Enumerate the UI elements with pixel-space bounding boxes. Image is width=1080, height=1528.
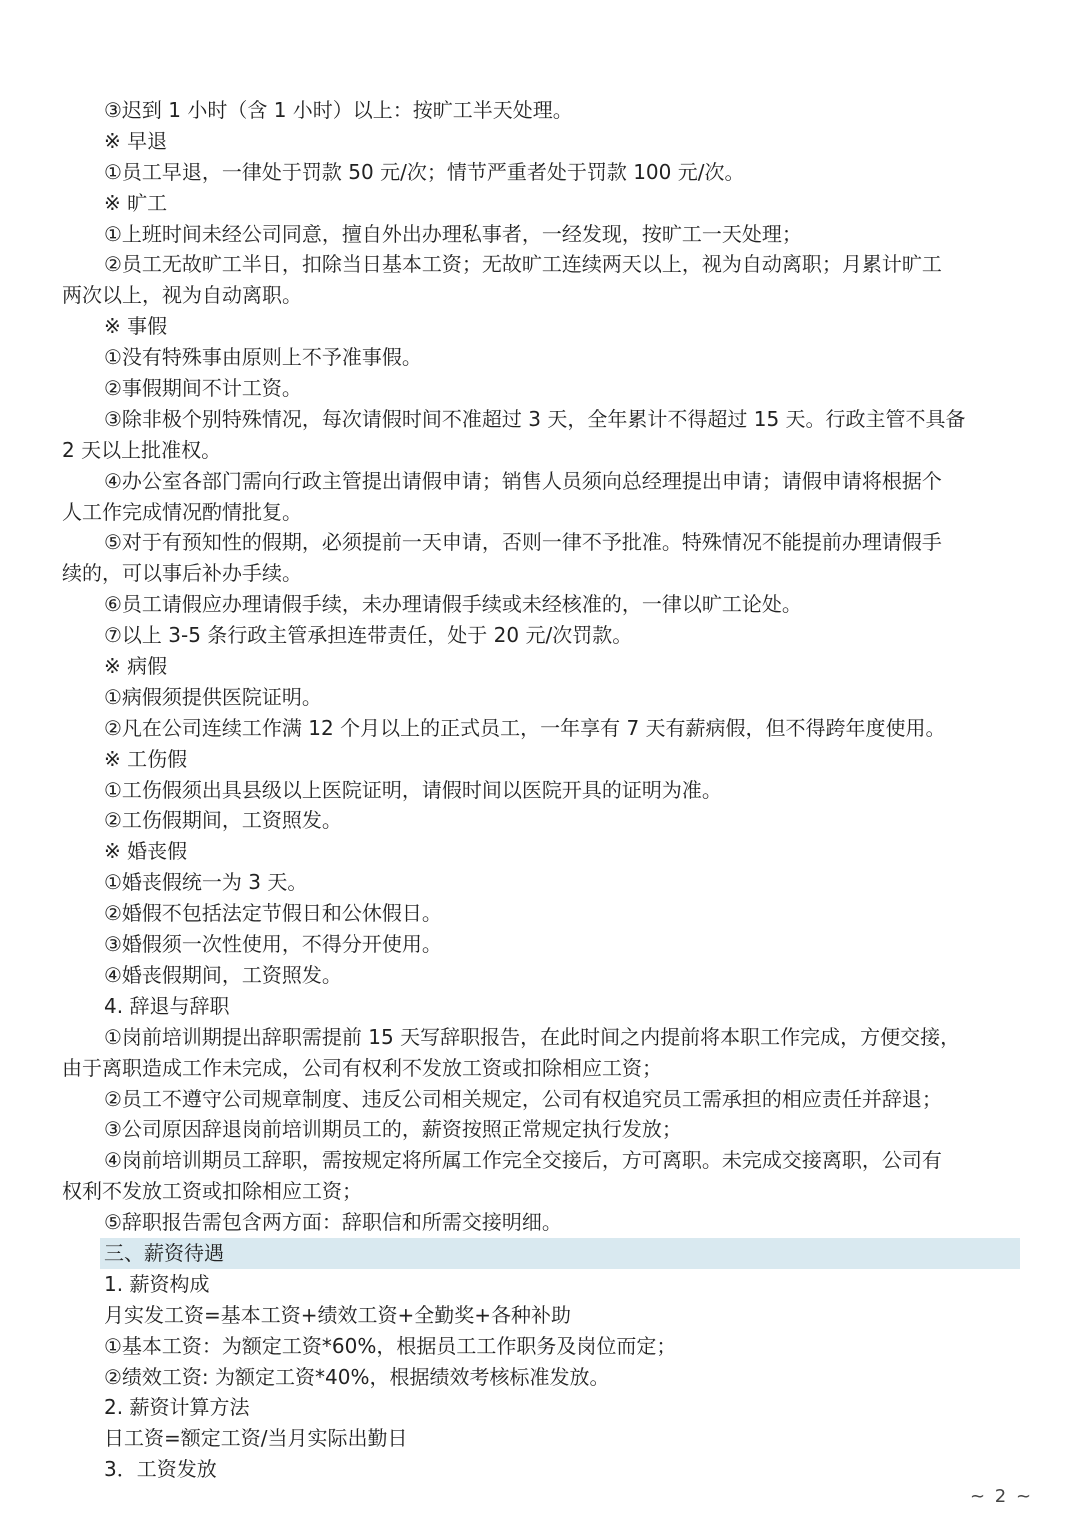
- subsection-heading: ※ 病假: [104, 654, 168, 679]
- paragraph-line: ①员工早退，一律处于罚款 50 元/次；情节严重者处于罚款 100 元/次。: [104, 159, 745, 184]
- paragraph-continuation: 人工作完成情况酌情批复。: [62, 499, 302, 524]
- paragraph-continuation: 由于离职造成工作未完成，公司有权利不发放工资或扣除相应工资；: [62, 1055, 662, 1080]
- paragraph-continuation: 续的，可以事后补办手续。: [62, 561, 302, 586]
- subsection-heading: 1. 薪资构成: [104, 1271, 210, 1296]
- subsection-heading: ※ 工伤假: [104, 746, 188, 771]
- paragraph-line: ⑦以上 3-5 条行政主管承担连带责任，处于 20 元/次罚款。: [104, 623, 633, 648]
- paragraph-line: ②员工不遵守公司规章制度、违反公司相关规定，公司有权追究员工需承担的相应责任并辞退；: [104, 1086, 942, 1111]
- paragraph-line: ⑤辞职报告需包含两方面：辞职信和所需交接明细。: [104, 1210, 562, 1235]
- paragraph-line: ③迟到 1 小时（含 1 小时）以上：按旷工半天处理。: [104, 98, 573, 122]
- paragraph-line: ②员工无故旷工半日，扣除当日基本工资；无故旷工连续两天以上，视为自动离职；月累计旷工: [104, 252, 942, 277]
- paragraph-line: ①上班时间未经公司同意，擅自外出办理私事者，一经发现，按旷工一天处理；: [104, 221, 802, 246]
- paragraph-line: ②凡在公司连续工作满 12 个月以上的正式员工，一年享有 7 天有薪病假，但不得跨年度使用。: [104, 715, 946, 740]
- paragraph-line: 日工资=额定工资/当月实际出勤日: [104, 1426, 408, 1451]
- paragraph-line: ②婚假不包括法定节假日和公休假日。: [104, 901, 442, 926]
- paragraph-line: ③婚假须一次性使用，不得分开使用。: [104, 932, 442, 957]
- paragraph-line: ③除非极个别特殊情况，每次请假时间不准超过 3 天，全年累计不得超过 15 天。行政主管不具备: [104, 406, 966, 431]
- paragraph-line: ②工伤假期间，工资照发。: [104, 808, 342, 833]
- subsection-heading: 4. 辞退与辞职: [104, 993, 230, 1018]
- paragraph-line: ④婚丧假期间，工资照发。: [104, 962, 342, 987]
- paragraph-continuation: 2 天以上批准权。: [62, 437, 222, 462]
- paragraph-line: ②事假期间不计工资。: [104, 376, 302, 401]
- paragraph-line: ③公司原因辞退岗前培训期员工的，薪资按照正常规定执行发放；: [104, 1117, 682, 1142]
- paragraph-line: 月实发工资=基本工资+绩效工资+全勤奖+各种补助: [104, 1302, 572, 1327]
- paragraph-continuation: 权利不发放工资或扣除相应工资；: [62, 1179, 362, 1204]
- paragraph-line: ①婚丧假统一为 3 天。: [104, 870, 308, 895]
- subsection-heading: ※ 早退: [104, 128, 168, 153]
- subsection-heading: ※ 婚丧假: [104, 839, 188, 864]
- subsection-heading: 3．工资发放: [104, 1457, 217, 1482]
- paragraph-line: ①基本工资：为额定工资*60%，根据员工工作职务及岗位而定；: [104, 1333, 677, 1358]
- document-body: [62, 95, 1022, 1485]
- paragraph-line: ②绩效工资: 为额定工资*40%，根据绩效考核标准发放。: [104, 1364, 610, 1389]
- paragraph-line: ④办公室各部门需向行政主管提出请假申请；销售人员须向总经理提出申请；请假申请将根据个: [104, 468, 942, 493]
- paragraph-line: ⑥员工请假应办理请假手续，未办理请假手续或未经核准的，一律以旷工论处。: [104, 592, 802, 617]
- paragraph-line: ①工伤假须出具县级以上医院证明，请假时间以医院开具的证明为准。: [104, 777, 722, 802]
- page-number: ~ 2 ~: [970, 1486, 1034, 1507]
- paragraph-continuation: 两次以上，视为自动离职。: [62, 283, 302, 308]
- paragraph-line: ①病假须提供医院证明。: [104, 684, 322, 709]
- subsection-heading: ※ 旷工: [104, 190, 168, 215]
- subsection-heading: ※ 事假: [104, 314, 168, 339]
- paragraph-line: ⑤对于有预知性的假期，必须提前一天申请，否则一律不予批准。特殊情况不能提前办理请假手: [104, 530, 942, 555]
- paragraph-line: ①岗前培训期提出辞职需提前 15 天写辞职报告，在此时间之内提前将本职工作完成，方便交接，: [104, 1024, 961, 1049]
- section-heading: 三、薪资待遇: [100, 1238, 1020, 1269]
- paragraph-line: ④岗前培训期员工辞职，需按规定将所属工作完全交接后，方可离职。未完成交接离职，公司有: [104, 1148, 942, 1173]
- subsection-heading: 2. 薪资计算方法: [104, 1395, 250, 1420]
- paragraph-line: ①没有特殊事由原则上不予准事假。: [104, 345, 422, 370]
